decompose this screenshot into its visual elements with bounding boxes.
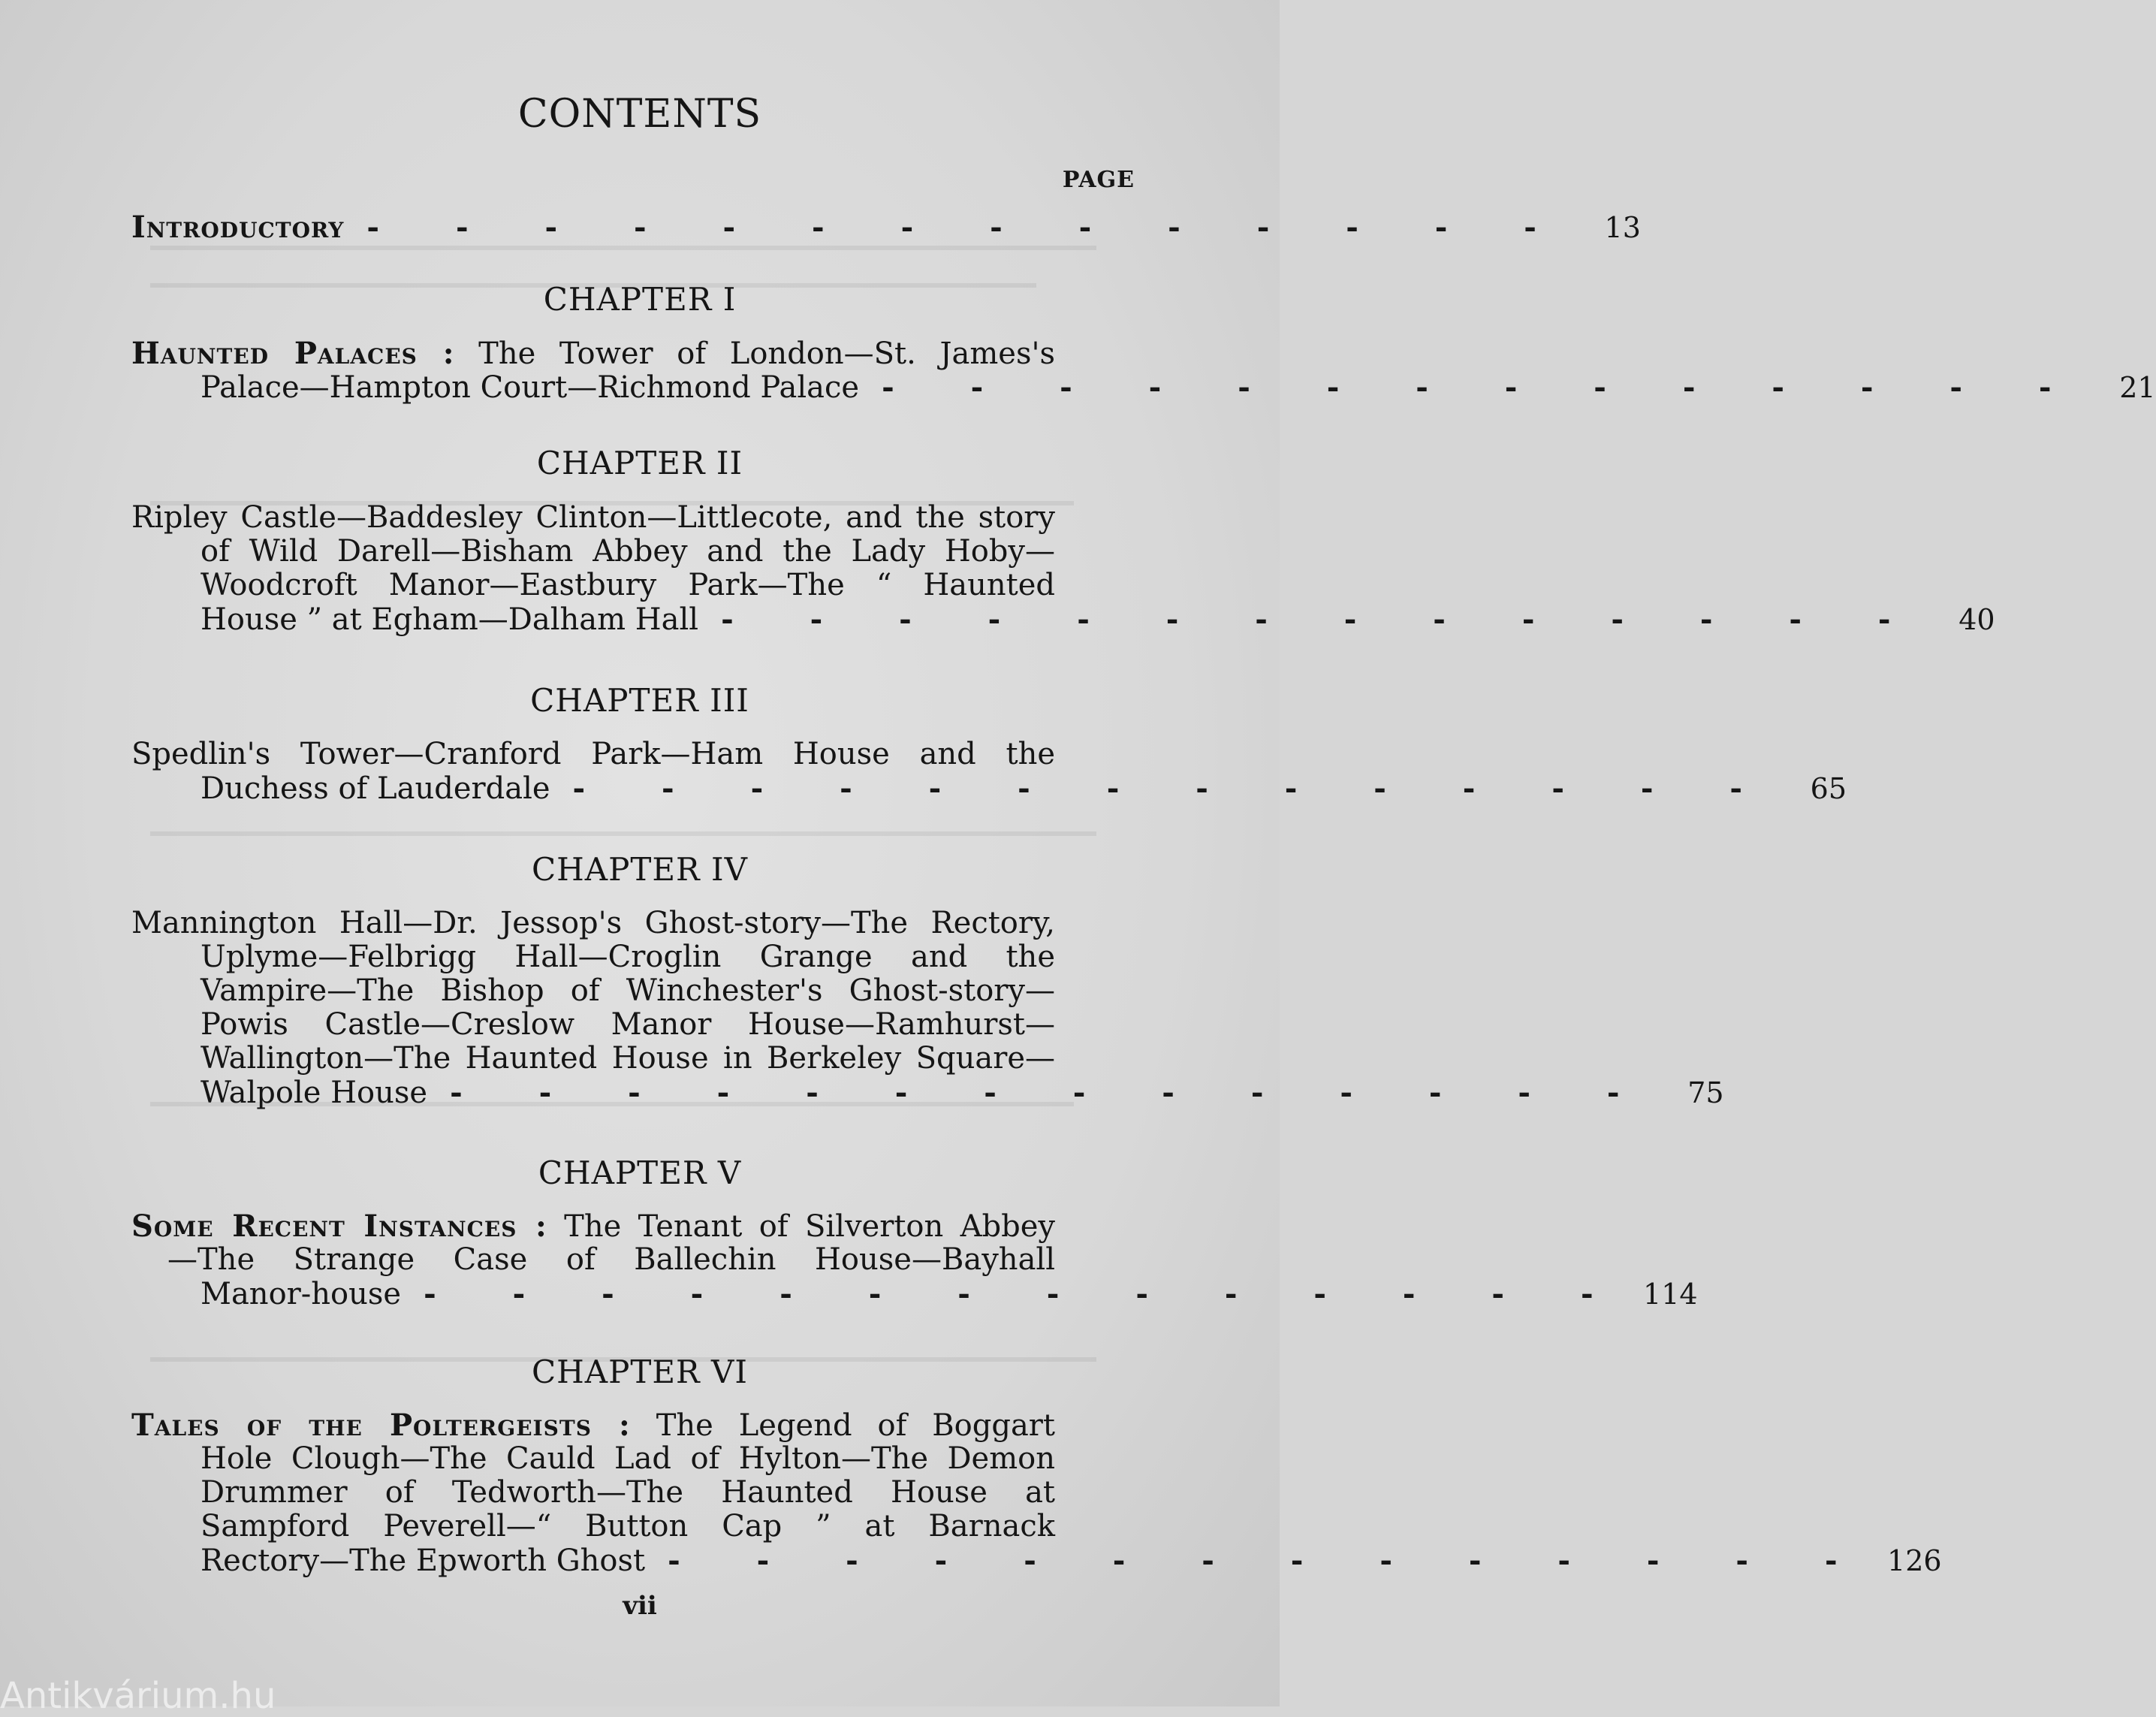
chapter-heading: CHAPTER II (536, 445, 743, 481)
page-column-label: PAGE (1062, 167, 1135, 193)
page-number: 75 (1687, 1076, 1724, 1109)
section-title: Tales of the Poltergeists : (131, 1408, 631, 1443)
toc-line-text: Walpole House (201, 1076, 428, 1110)
toc-line: —The Strange Case of Ballechin House—Bayhall (167, 1242, 1055, 1277)
toc-entry-chapter-5[interactable] (131, 1209, 1698, 1311)
watermark: Antikvárium.hu (0, 1675, 276, 1717)
toc-line-text: House ” at Egham—Dalham Hall (201, 602, 699, 637)
page-folio: vii (623, 1591, 657, 1621)
dot-leader: - - - - - - - - - - - - - - (366, 210, 1570, 245)
toc-line-text: Manor-house (201, 1277, 402, 1311)
dot-leader: - - - - - - - - - - - - - - (721, 602, 1924, 637)
toc-line: Ripley Castle—Baddesley Clinton—Littlecote, and the story (131, 500, 1055, 535)
toc-line-text: Palace—Hampton Court—Richmond Palace (201, 370, 860, 405)
contents-title: CONTENTS (517, 92, 762, 137)
toc-line: Sampford Peverell—“ Button Cap ” at Barnack (201, 1509, 1055, 1543)
toc-line (131, 210, 1641, 245)
toc-entry-chapter-2[interactable] (131, 500, 1995, 637)
section-title: Some Recent Instances : (131, 1209, 547, 1244)
chapter-heading: CHAPTER III (530, 682, 749, 719)
page-number: 65 (1810, 772, 1847, 805)
toc-entry-chapter-3[interactable] (131, 737, 1847, 806)
toc-line: Hole Clough—The Cauld Lad of Hylton—The Demon (201, 1441, 1055, 1476)
dot-leader: - - - - - - - - - - - - - - (668, 1543, 1871, 1578)
page-number: 114 (1643, 1278, 1698, 1311)
toc-line (131, 1209, 1055, 1243)
toc-line (131, 370, 2156, 405)
page-number: 13 (1604, 211, 1641, 244)
page-number: 126 (1887, 1544, 1942, 1577)
toc-line (131, 1276, 1698, 1311)
chapter-heading: CHAPTER I (543, 281, 737, 318)
toc-line (131, 1543, 1942, 1578)
toc-line: Mannington Hall—Dr. Jessop's Ghost-story—The Rectory, (131, 906, 1055, 940)
chapter-heading: CHAPTER VI (532, 1353, 748, 1390)
toc-line: Wallington—The Haunted House in Berkeley Square— (201, 1041, 1055, 1076)
dot-leader: - - - - - - - - - - - - - - (450, 1075, 1653, 1110)
toc-line-text: The Tenant of Silverton Abbey (547, 1209, 1056, 1244)
page-number: 40 (1958, 603, 1995, 636)
chapter-heading: CHAPTER V (538, 1154, 742, 1191)
toc-line-text: The Legend of Boggart (630, 1408, 1055, 1443)
page-number: 21 (2119, 371, 2156, 404)
dot-leader: - - - - - - - - - - - - - - (882, 370, 2085, 405)
toc-entry-chapter-6[interactable] (131, 1408, 1942, 1578)
toc-line (131, 336, 1055, 370)
toc-entry-introductory[interactable] (131, 210, 1641, 245)
toc-line-text: The Tower of London—St. James's (454, 336, 1056, 371)
toc-line: Woodcroft Manor—Eastbury Park—The “ Haunted (201, 568, 1055, 602)
toc-line: of Wild Darell—Bisham Abbey and the Lady Hoby— (201, 534, 1055, 569)
dot-leader: - - - - - - - - - - - - - - (424, 1276, 1627, 1311)
toc-entry-chapter-4[interactable] (131, 906, 1724, 1110)
section-title: Haunted Palaces : (131, 336, 455, 371)
toc-line-text: Duchess of Lauderdale (201, 771, 550, 806)
toc-line: Drummer of Tedworth—The Haunted House at (201, 1475, 1055, 1510)
toc-entry-title: Introductory (131, 210, 345, 245)
toc-line (131, 771, 1847, 806)
toc-line: Spedlin's Tower—Cranford Park—Ham House and the (131, 737, 1055, 771)
dot-leader: - - - - - - - - - - - - - - (572, 771, 1775, 806)
toc-line-text: Rectory—The Epworth Ghost (201, 1543, 646, 1578)
toc-line (131, 1075, 1724, 1110)
toc-line (131, 1408, 1055, 1442)
toc-entry-chapter-1[interactable] (131, 336, 2156, 405)
toc-line: Uplyme—Felbrigg Hall—Croglin Grange and the (201, 940, 1055, 974)
toc-line: Vampire—The Bishop of Winchester's Ghost-story— (201, 973, 1055, 1008)
toc-line (131, 602, 1995, 637)
toc-line: Powis Castle—Creslow Manor House—Ramhurst— (201, 1007, 1055, 1042)
chapter-heading: CHAPTER IV (532, 851, 748, 888)
